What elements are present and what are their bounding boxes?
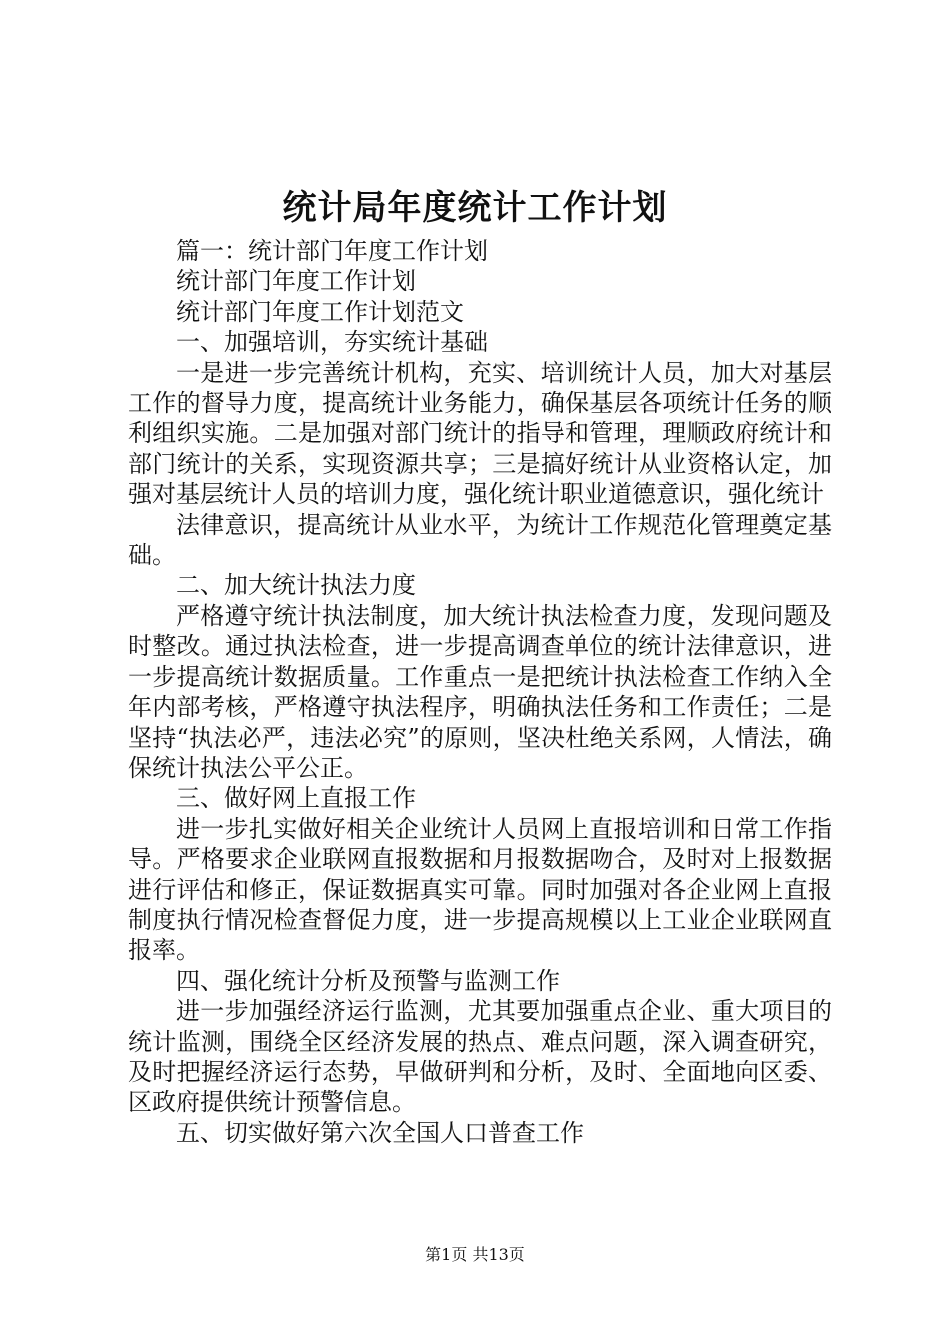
paragraph-text: 严格遵守统计执法制度，加大统计执法检查力度，发现问题及时整改。通过执法检查，进一步提高调查单位的统计法律意识，进一步提高统计数据质量。工作重点一是把统计执法检查工作纳入全年内部考核，严格遵守执法程序，明确执法任务和工作责任；二是坚持“执法必严，违法必究”的原则，坚决杜绝关系网，人情法，确保统计执法公平公正。: [128, 601, 832, 782]
section-heading-4: 四、强化统计分析及预警与监测工作: [176, 966, 560, 995]
paragraph-heading-1: 篇一：统计部门年度工作计划: [176, 237, 488, 265]
paragraph-text: 进一步扎实做好相关企业统计人员网上直报培训和日常工作指导。严格要求企业联网直报数据和月报数据吻合，及时对上报数据进行评估和修正，保证数据真实可靠。同时加强对各企业网上直报制度执行情况检查督促力度，进一步提高规模以上工业企业联网直报率。: [128, 814, 832, 965]
paragraph-text: 法律意识，提高统计从业水平，为统计工作规范化管理奠定基础。: [128, 510, 832, 570]
document-title: 统计局年度统计工作计划: [282, 188, 668, 228]
section-heading-2: 二、加大统计执法力度: [176, 571, 416, 600]
document-body: [128, 236, 832, 1148]
paragraph-text: 进一步加强经济运行监测，尤其要加强重点企业、重大项目的统计监测，围绕全区经济发展的热点、难点问题，深入调查研究，及时把握经济运行态势，早做研判和分析，及时、全面地向区委、区政府提供统计预警信息。: [128, 997, 832, 1117]
section-heading-3: 三、做好网上直报工作: [176, 784, 416, 813]
paragraph-subtitle: 统计部门年度工作计划: [176, 267, 416, 296]
paragraph-subtitle-2: 统计部门年度工作计划范文: [176, 297, 464, 326]
paragraph-text: 一是进一步完善统计机构，充实、培训统计人员，加大对基层工作的督导力度，提高统计业务能力，确保基层各项统计任务的顺利组织实施。二是加强对部门统计的指导和管理，理顺政府统计和部门统计的关系，实现资源共享；三是搞好统计从业资格认定，加强对基层统计人员的培训力度，强化统计职业道德意识，强化统计: [128, 358, 832, 509]
section-heading-5: 五、切实做好第六次全国人口普查工作: [176, 1118, 584, 1147]
page-number: 第1页 共13页: [425, 1245, 525, 1264]
section-heading-1: 一、加强培训，夯实统计基础: [176, 328, 488, 357]
